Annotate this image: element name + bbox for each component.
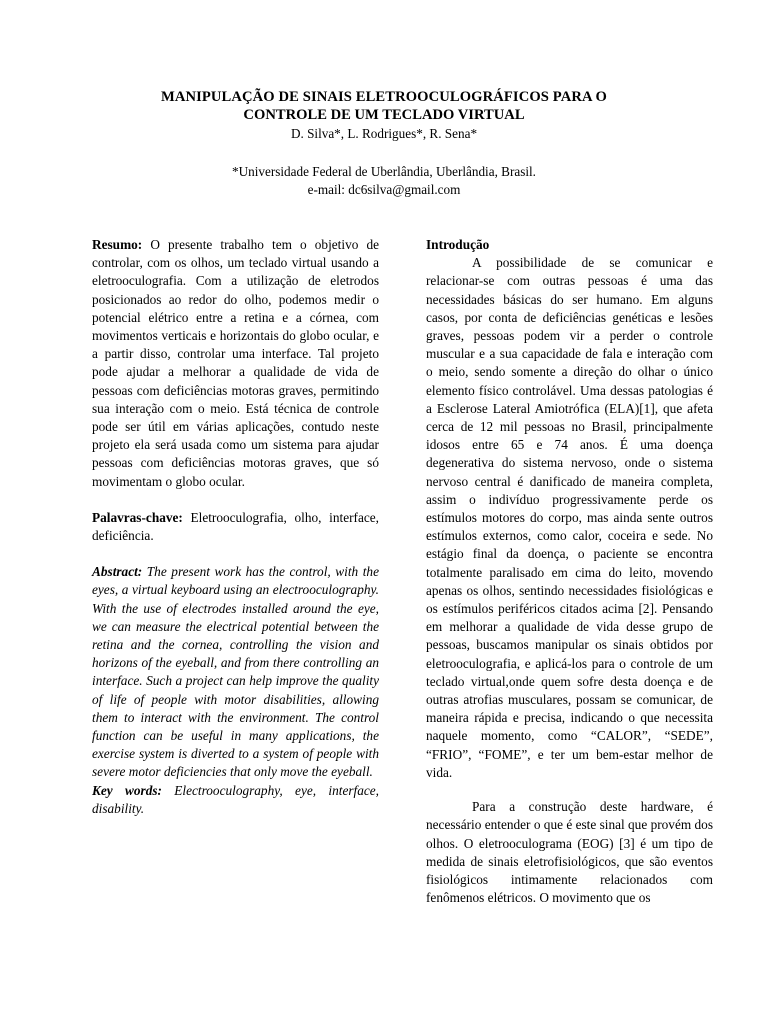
paper-title-line-2: CONTROLE DE UM TECLADO VIRTUAL (243, 107, 525, 123)
resumo-text: O presente trabalho tem o objetivo de controlar, com os olhos, um teclado virtual usando a eletrooculografia. Com a utilização de eletrodos posicionados ao redor do olho, podemos medir o potencial elétrico entre a retina e a córnea, com movimentos verticais e horizontais do globo ocular, e a partir disso, controlar uma interface. Tal projeto pode ajudar a melhorar a qualidade de vida de pessoas com deficiências motoras graves, permitindo sua interação com o meio. Está técnica de controle pode ser útil em várias aplicações, contudo neste projeto ela será usada como um sistema para ajudar pessoas com deficiências motoras graves, que só movimentam o globo ocular. (92, 237, 379, 489)
keywords-label: Key words: (92, 782, 162, 798)
introducao-paragraph-1: A possibilidade de se comunicar e relacionar-se com outras pessoas é uma das necessidades básicas do ser humano. Em alguns casos, por conta de deficiências genéticas e lesões graves, pessoas podem vir a perder o controle muscular e a sua capacidade de fala e interação com o meio, sendo somente a direção do olhar o único elemento físico controlável. Uma dessas patologias é a Esclerose Lateral Amiotrófica (ELA)[1], que afeta cerca de 12 mil pessoas no Brasil, principalmente idosos entre 65 e 74 anos. É uma doença degenerativa do sistema nervoso, onde o sistema nervoso central é danificado de maneira completa, assim o indivíduo progressivamente perde os estímulos motores do corpo, mas ainda sente outros estímulos externos, como calor, coceira e sede. No estágio final da doença, o paciente se encontra totalmente paralisado em cima do leito, movendo apenas os olhos, sentindo necessidades fisiológicas e os estímulos periféricos citados acima [2]. Pensando em melhorar a qualidade de vida desse grupo de pessoas, buscamos manipular os sinais obtidos por eletrooculografia, e aplicá-los para o controle de um teclado virtual,onde quem sofre desta doença e de outras atrofias musculares, possam se comunicar, de maneira rápida e precisa, indicando o que necessita naquele momento, como “CALOR”, “SEDE”, “FRIO”, “FOME”, e ter um bem-estar melhor de vida. (426, 255, 713, 780)
authors: D. Silva*, L. Rodrigues*, R. Sena* (290, 126, 478, 141)
palavras-chave-label: Palavras-chave: (92, 509, 183, 525)
abstract-label: Abstract: (92, 564, 143, 580)
right-column (426, 236, 713, 907)
paper-title-line-1: MANIPULAÇÃO DE SINAIS ELETROOCULOGRÁFICOS PARA O (160, 89, 608, 105)
resumo-label: Resumo: (92, 237, 143, 252)
left-column (92, 236, 379, 818)
palavras-chave-paragraph (92, 509, 379, 545)
resumo-paragraph (92, 236, 379, 491)
keywords-paragraph (92, 782, 379, 818)
email: e-mail: dc6silva@gmail.com (307, 182, 461, 197)
introducao-paragraph-2: Para a construção deste hardware, é necessário entender o que é este sinal que provém dos olhos. O eletrooculograma (EOG) [3] é um tipo de medida de sinais eletrofisiológicos, que são eventos fisiológicos intimamente relacionados com fenômenos elétricos. O movimento que os (426, 799, 713, 906)
affiliation: *Universidade Federal de Uberlândia, Uberlândia, Brasil. (232, 164, 536, 179)
introducao-heading: Introdução (426, 237, 490, 252)
abstract-text: The present work has the control, with the eyes, a virtual keyboard using an electrooculography. With the use of electrodes installed around the eye, we can measure the electrical potential between the retina and the cornea, controlling the vision and horizons of the eyeball, and from there controlling an interface. Such a project can help improve the quality of life of people with motor disabilities, allowing them to interact with the environment. The control function can be useful in many applications, the exercise system is diverted to a system of people with severe motor deficiencies that only move the eyeball. (92, 564, 379, 780)
keywords-text: Electrooculography, eye, interface, disability. (92, 782, 379, 816)
palavras-chave-text: Eletrooculografia, olho, interface, deficiência. (92, 509, 379, 544)
abstract-paragraph (92, 563, 379, 781)
